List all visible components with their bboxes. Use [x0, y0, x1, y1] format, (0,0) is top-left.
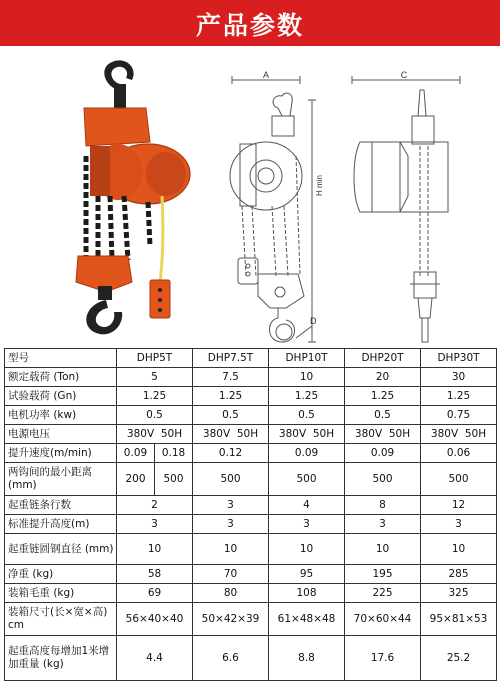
frequency-value: 50H [312, 427, 335, 440]
drawing-front-view [230, 70, 324, 342]
table-cell [193, 425, 269, 444]
dimension-h-label: H min [315, 175, 324, 196]
table-cell: 0.12 [193, 444, 269, 463]
row-label: 标准提升高度(m) [5, 515, 117, 534]
table-row [5, 368, 497, 387]
table-cell: 10 [269, 368, 345, 387]
table-cell: 10 [421, 534, 497, 565]
table-cell: 10 [117, 534, 193, 565]
table-cell: 3 [193, 496, 269, 515]
row-label: 电机功率 (kw) [5, 406, 117, 425]
voltage-value: 380V [430, 427, 459, 440]
table-cell: 0.5 [193, 406, 269, 425]
table-cell: DHP5T [117, 349, 193, 368]
table-row [5, 444, 497, 463]
table-row [5, 406, 497, 425]
table-cell [117, 425, 193, 444]
table-cell: 500 [269, 463, 345, 496]
row-label: 起重高度每增加1米增加重量 (kg) [5, 636, 117, 681]
table-cell: 200 [117, 463, 155, 496]
table-cell: 58 [117, 565, 193, 584]
frequency-value: 50H [236, 427, 259, 440]
table-cell: 6.6 [193, 636, 269, 681]
table-cell: 56×40×40 [117, 603, 193, 636]
spec-table [4, 348, 497, 681]
table-cell: 8 [345, 496, 421, 515]
table-cell: 0.06 [421, 444, 497, 463]
table-row [5, 463, 497, 496]
table-cell: 20 [345, 368, 421, 387]
table-row [5, 387, 497, 406]
table-cell [345, 425, 421, 444]
table-cell: 0.09 [345, 444, 421, 463]
table-cell: 30 [421, 368, 497, 387]
table-cell: 0.5 [345, 406, 421, 425]
table-cell: 325 [421, 584, 497, 603]
table-cell: DHP7.5T [193, 349, 269, 368]
row-label: 净重 (kg) [5, 565, 117, 584]
row-label: 起重链圆钢直径 (mm) [5, 534, 117, 565]
table-cell: 3 [193, 515, 269, 534]
table-cell: 95×81×53 [421, 603, 497, 636]
table-cell: 80 [193, 584, 269, 603]
voltage-value: 380V [354, 427, 383, 440]
page-title: 产品参数 [195, 11, 304, 40]
table-cell: 5 [117, 368, 193, 387]
table-cell: 500 [155, 463, 193, 496]
row-label: 额定载荷 (Ton) [5, 368, 117, 387]
table-cell: DHP30T [421, 349, 497, 368]
table-cell: 4 [269, 496, 345, 515]
row-label: 型号 [5, 349, 117, 368]
frequency-value: 50H [464, 427, 487, 440]
voltage-value: 380V [126, 427, 155, 440]
row-label: 起重链条行数 [5, 496, 117, 515]
dimension-a-label: A [262, 70, 270, 80]
row-label: 两钩间的最小距离 (mm) [5, 463, 117, 496]
table-cell: 10 [193, 534, 269, 565]
table-row [5, 534, 497, 565]
header-banner [0, 0, 500, 46]
table-cell: DHP20T [345, 349, 421, 368]
table-row [5, 515, 497, 534]
table-cell: 500 [421, 463, 497, 496]
voltage-value: 380V [202, 427, 231, 440]
table-cell: 2 [117, 496, 193, 515]
table-cell: 10 [345, 534, 421, 565]
row-label: 装箱尺寸(长×宽×高) cm [5, 603, 117, 636]
table-row [5, 496, 497, 515]
table-cell: 25.2 [421, 636, 497, 681]
table-cell: 7.5 [193, 368, 269, 387]
table-cell: 3 [421, 515, 497, 534]
table-cell: 1.25 [117, 387, 193, 406]
table-cell: 108 [269, 584, 345, 603]
dimension-d-label: D [310, 316, 317, 326]
table-cell: 500 [193, 463, 269, 496]
table-cell: 70×60×44 [345, 603, 421, 636]
table-row [5, 603, 497, 636]
row-label: 装箱毛重 (kg) [5, 584, 117, 603]
row-label: 提升速度(m/min) [5, 444, 117, 463]
table-cell: 1.25 [193, 387, 269, 406]
table-cell: 0.75 [421, 406, 497, 425]
table-cell: 3 [117, 515, 193, 534]
table-cell: 8.8 [269, 636, 345, 681]
table-cell: 0.5 [269, 406, 345, 425]
product-images [0, 46, 500, 348]
table-row [5, 636, 497, 681]
table-cell: 61×48×48 [269, 603, 345, 636]
table-row [5, 349, 497, 368]
table-cell: 500 [345, 463, 421, 496]
table-cell: 1.25 [345, 387, 421, 406]
table-cell: 12 [421, 496, 497, 515]
table-cell [421, 425, 497, 444]
dimension-c-label: C [400, 70, 408, 80]
table-cell: 70 [193, 565, 269, 584]
table-cell: 0.18 [155, 444, 193, 463]
table-cell: DHP10T [269, 349, 345, 368]
table-cell: 0.09 [269, 444, 345, 463]
table-row [5, 425, 497, 444]
table-cell [269, 425, 345, 444]
row-label: 试验载荷 (Gn) [5, 387, 117, 406]
table-cell: 225 [345, 584, 421, 603]
table-cell: 95 [269, 565, 345, 584]
table-cell: 0.09 [117, 444, 155, 463]
row-label: 电源电压 [5, 425, 117, 444]
frequency-value: 50H [388, 427, 411, 440]
table-row [5, 584, 497, 603]
table-cell: 3 [269, 515, 345, 534]
table-cell: 0.5 [117, 406, 193, 425]
drawing-side-view [352, 70, 460, 342]
table-cell: 4.4 [117, 636, 193, 681]
table-cell: 50×42×39 [193, 603, 269, 636]
table-cell: 285 [421, 565, 497, 584]
table-cell: 3 [345, 515, 421, 534]
table-cell: 1.25 [269, 387, 345, 406]
hoist-photo [76, 60, 190, 334]
table-cell: 1.25 [421, 387, 497, 406]
table-cell: 17.6 [345, 636, 421, 681]
table-cell: 195 [345, 565, 421, 584]
table-cell: 10 [269, 534, 345, 565]
voltage-value: 380V [278, 427, 307, 440]
table-row [5, 565, 497, 584]
frequency-value: 50H [160, 427, 183, 440]
table-cell: 69 [117, 584, 193, 603]
